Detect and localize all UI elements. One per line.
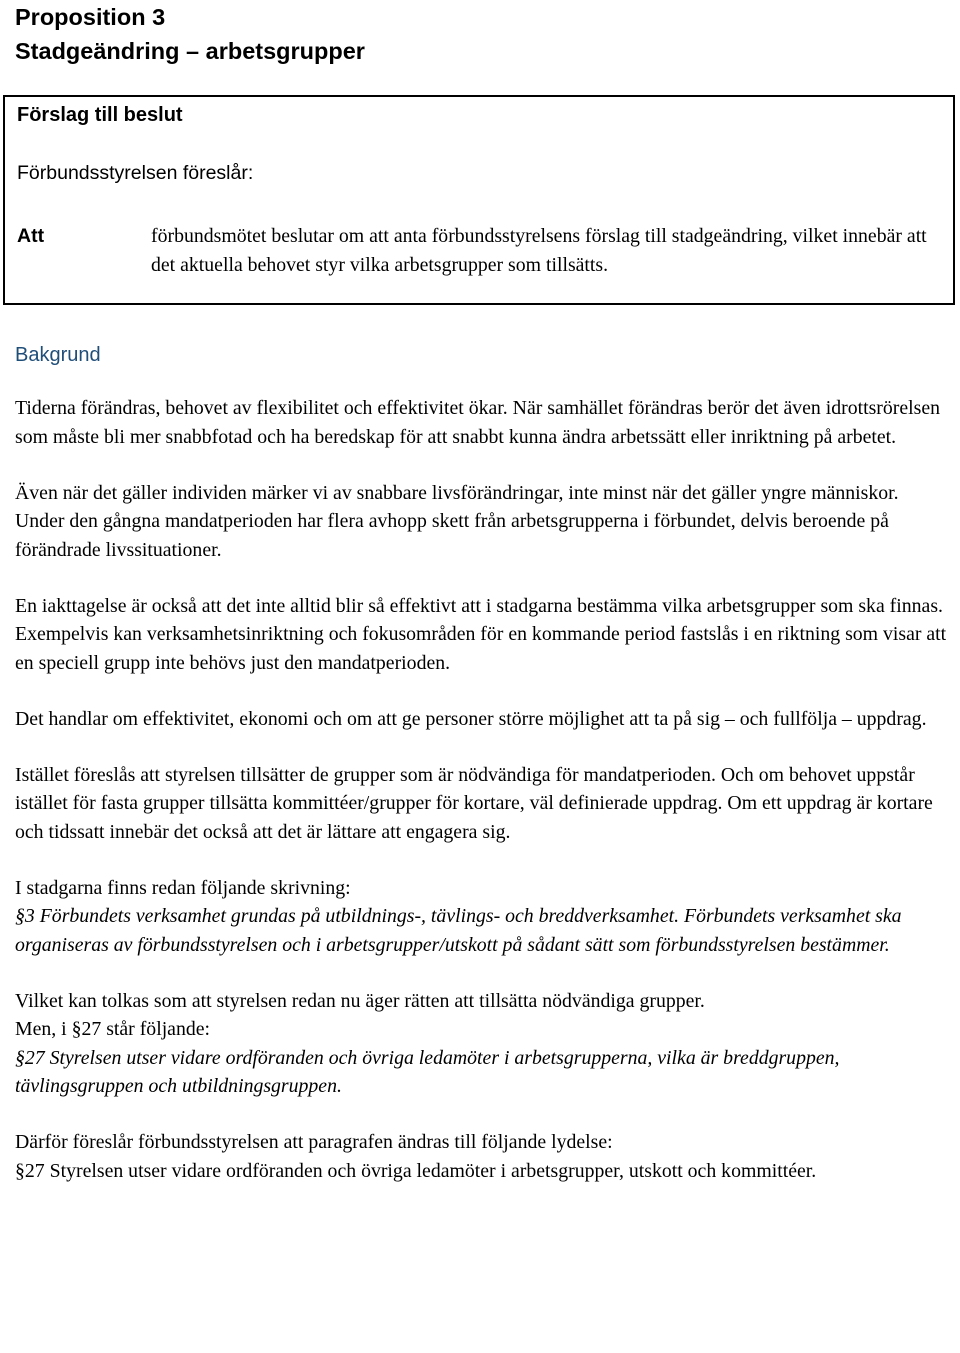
title-line-2: Stadgeändring – arbetsgrupper — [15, 38, 365, 64]
proposal-heading: Förslag till beslut — [17, 104, 183, 126]
background-heading: Bakgrund — [15, 344, 101, 366]
body-text — [15, 394, 950, 1185]
att-label: Att — [17, 225, 45, 247]
paragraph-2: Även när det gäller individen märker vi av snabbare livsförändringar, inte minst när det gäller yngre människor. Under den gångna mandatperioden har flera avhopp skett från arbetsgrupperna i förbundet, delvis beroende på förändrade livssituationer. — [15, 481, 899, 561]
statutes-intro: I stadgarna finns redan följande skrivning: — [15, 876, 351, 899]
page-title — [15, 0, 365, 68]
paragraph-5: Istället föreslås att styrelsen tillsätter de grupper som är nödvändiga för mandatperioden. Och om behovet uppstår istället för fasta grupper tillsätta kommittéer/grupper för kortare, väl definierade uppdrag. Om ett uppdrag är kortare och tidssatt innebär det också att det är lättare att engagera sig. — [15, 763, 933, 843]
proposal-intro: Förbundsstyrelsen föreslår: — [17, 162, 254, 184]
att-text: förbundsmötet beslutar om att anta förbundsstyrelsens förslag till stadgeändring, vilket innebär att det aktuella behovet styr vilka arbetsgrupper som tillsätts. — [151, 225, 927, 276]
interpretation: Vilket kan tolkas som att styrelsen redan nu äger rätten att tillsätta nödvändiga grupper. — [15, 989, 705, 1012]
statute-27-current-quote: §27 Styrelsen utser vidare ordföranden och övriga ledamöter i arbetsgrupperna, vilka är breddgruppen, tävlingsgruppen och utbildningsgruppen. — [15, 1046, 840, 1097]
paragraph-4: Det handlar om effektivitet, ekonomi och om att ge personer större möjlighet att ta på sig – och fullfölja – uppdrag. — [15, 707, 927, 730]
however: Men, i §27 står följande: — [15, 1018, 211, 1040]
paragraph-1: Tiderna förändras, behovet av flexibilitet och effektivitet ökar. När samhället förändras berör det även idrottsrörelsen som måste bli mer snabbfotad och ha beredskap för att snabbt kunna ändra arbetssätt eller inriktning på arbetet. — [15, 397, 941, 448]
statute-3-quote: §3 Förbundets verksamhet grundas på utbildnings-, tävlings- och breddverksamhet. Förbundets verksamhet ska organiseras av förbundsstyrelsen och i arbetsgrupper/utskott på sådant sätt som förbundsstyrelsen bestämmer. — [15, 905, 902, 956]
paragraph-3: En iakttagelse är också att det inte alltid blir så effektivt att i stadgarna bestämma vilka arbetsgrupper som ska finnas. Exempelvis kan verksamhetsinriktning och fokusområden för en kommande period fastslås i en riktning som visar att en speciell grupp inte behövs just den mandatperioden. — [15, 594, 947, 674]
title-line-1: Proposition 3 — [15, 4, 166, 30]
statute-27-new: §27 Styrelsen utser vidare ordföranden och övriga ledamöter i arbetsgrupper, utskott och kommittéer. — [15, 1159, 817, 1182]
proposal-intro-text: Därför föreslår förbundsstyrelsen att paragrafen ändras till följande lydelse: — [15, 1131, 613, 1153]
proposal-box — [3, 95, 955, 305]
